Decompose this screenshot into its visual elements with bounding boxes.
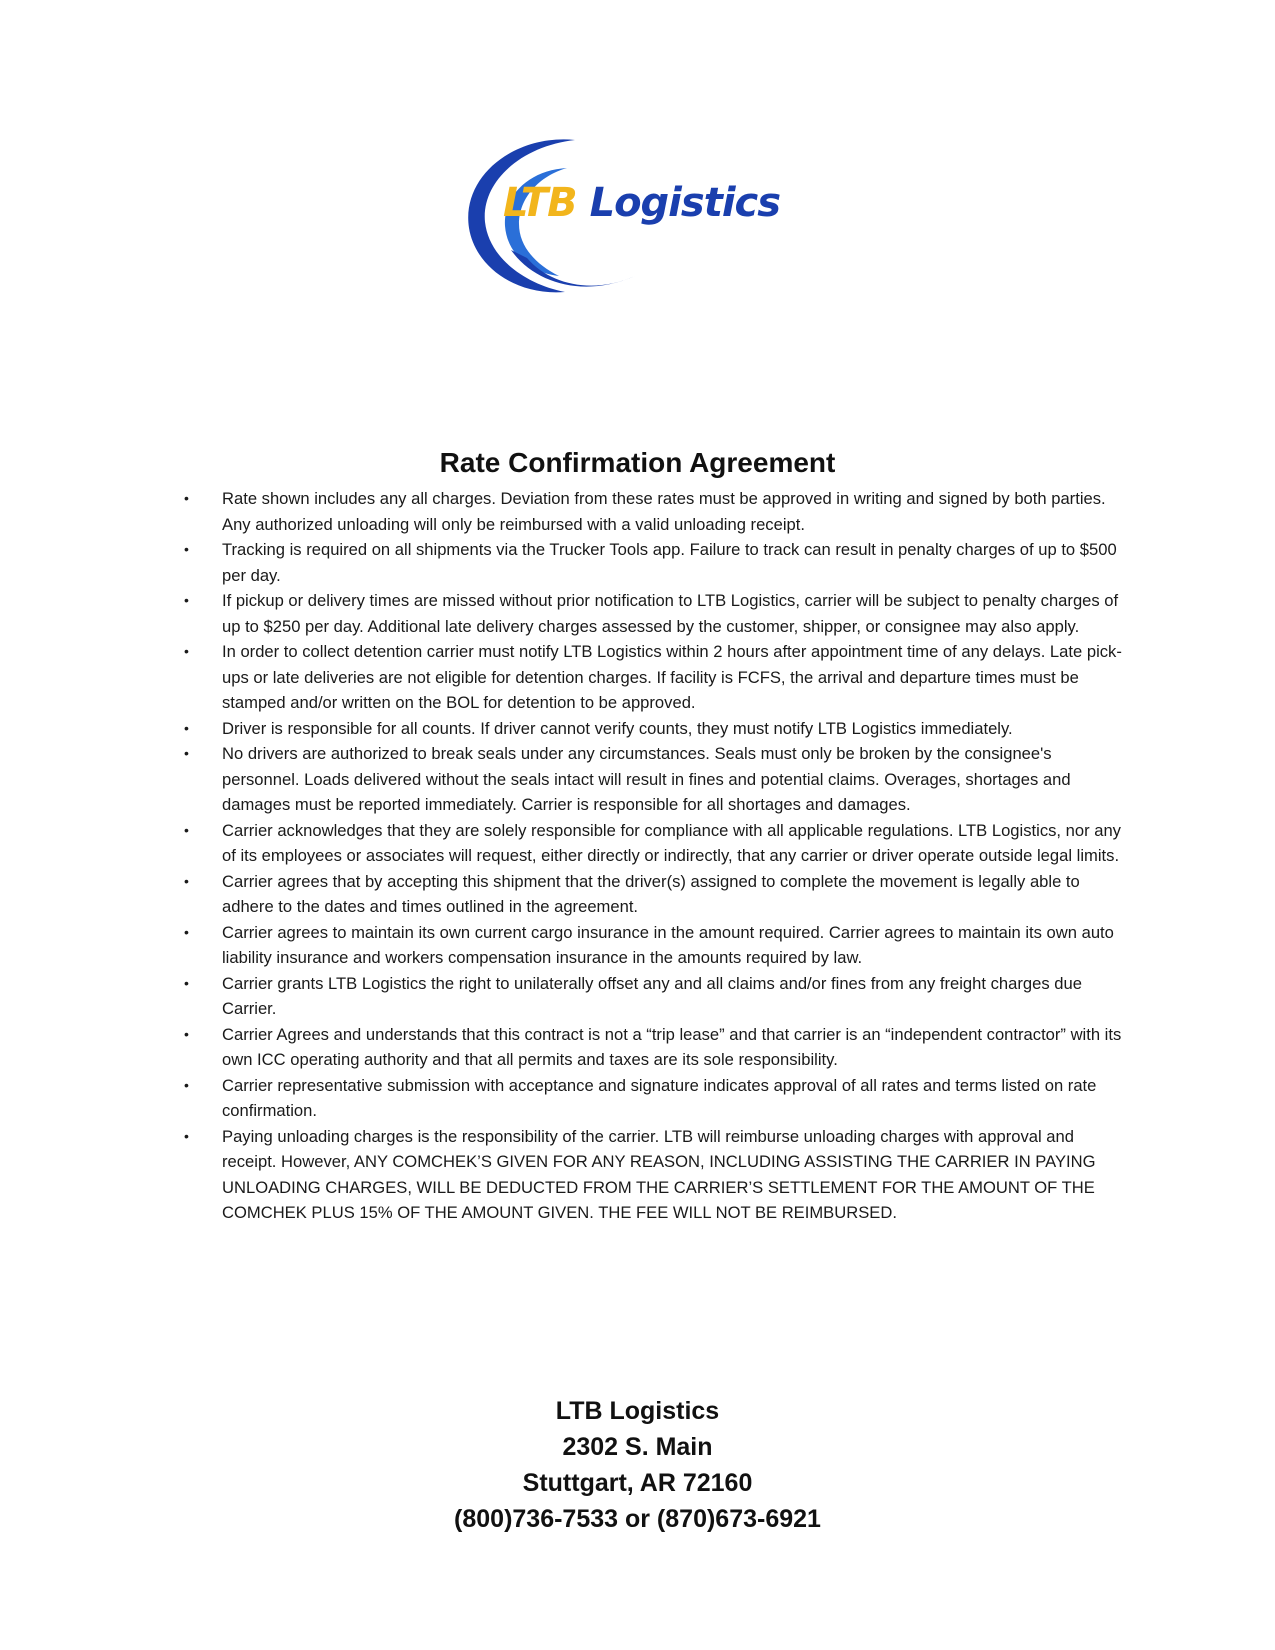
- term-text: No drivers are authorized to break seals under any circumstances. Seals must only be broken by the consignee's personnel. Loads delivered without the seals intact will result in fines and potential claims. Overages, shortages and damages must be reported immediately. Carrier is responsible for all shortages and damages.: [222, 744, 1071, 814]
- term-text: In order to collect detention carrier must notify LTB Logistics within 2 hours after appointment time of any delays. Late pick-ups or late deliveries are not eligible for detention charges. If facility is FCFS, the arrival and departure times must be stamped and/or written on the BOL for detention to be approved.: [222, 642, 1122, 712]
- term-item: [184, 741, 1122, 818]
- term-text: Carrier acknowledges that they are solely responsible for compliance with all applicable regulations. LTB Logistics, nor any of its employees or associates will request, either directly or indirectly, that any carrier or driver operate outside legal limits.: [222, 820, 1121, 865]
- bullet-icon: •: [184, 1127, 189, 1144]
- address-city-state-zip: Stuttgart, AR 72160: [522, 1469, 753, 1497]
- bullet-icon: •: [184, 643, 189, 659]
- address-street: 2302 S. Main: [562, 1433, 713, 1461]
- term-text: Tracking is required on all shipments via the Trucker Tools app. Failure to track can result in penalty charges of up to $500 per day.: [222, 540, 1117, 585]
- address-company: LTB Logistics: [555, 1397, 720, 1425]
- term-text: Carrier agrees to maintain its own current cargo insurance in the amount required. Carrier agrees to maintain its own auto liability insurance and workers compensation insurance in the amounts required by law.: [222, 922, 1114, 967]
- bullet-icon: •: [184, 490, 189, 506]
- bullet-icon: •: [184, 541, 189, 557]
- company-logo: [455, 126, 815, 306]
- term-item: [184, 1022, 1122, 1073]
- term-text: Driver is responsible for all counts. If driver cannot verify counts, they must notify LTB Logistics immediately.: [222, 718, 1013, 738]
- term-item: [184, 486, 1122, 537]
- bullet-icon: •: [184, 821, 189, 838]
- logo-ltb-text: LTB: [503, 180, 577, 226]
- term-text: Rate shown includes any all charges. Deviation from these rates must be approved in writing and signed by both parties. Any authorized unloading will only be reimbursed with a valid unloading receipt.: [222, 489, 1106, 534]
- bullet-icon: •: [184, 923, 189, 940]
- term-text: If pickup or delivery times are missed without prior notification to LTB Logistics, carrier will be subject to penalty charges of up to $250 per day. Additional late delivery charges assessed by the customer, shipper, or consignee may also apply.: [222, 591, 1119, 636]
- bullet-icon: •: [184, 592, 189, 608]
- logo-wordmark: [503, 180, 780, 226]
- term-text: Carrier representative submission with acceptance and signature indicates approval of all rates and terms listed on rate confirmation.: [222, 1075, 1097, 1120]
- term-item: [184, 971, 1122, 1022]
- term-text: Carrier grants LTB Logistics the right to unilaterally offset any and all claims and/or fines from any freight charges due Carrier.: [222, 973, 1082, 1018]
- term-item: [184, 920, 1122, 971]
- term-item: [184, 588, 1122, 639]
- logo-logistics-text: Logistics: [589, 180, 781, 226]
- document-title: Rate Confirmation Agreement: [439, 447, 836, 478]
- bullet-icon: •: [184, 1025, 189, 1042]
- term-item: [184, 1124, 1122, 1226]
- term-item: [184, 639, 1122, 716]
- bullet-icon: •: [184, 1076, 189, 1093]
- company-address-block: [0, 1393, 1275, 1537]
- term-text: Paying unloading charges is the responsibility of the carrier. LTB will reimburse unloading charges with approval and receipt. However, ANY COMCHEK’S GIVEN FOR ANY REASON, INCLUDING ASSISTING THE CARRIER IN PAYING UNLOADING CHARGES, WILL BE DEDUCTED FROM THE CARRIER’S SETTLEMENT FOR THE AMOUNT OF THE COMCHEK PLUS 15% OF THE AMOUNT GIVEN. THE FEE WILL NOT BE REIMBURSED.: [222, 1126, 1096, 1222]
- terms-list: [184, 486, 1122, 1226]
- bullet-icon: •: [184, 719, 189, 736]
- address-phones: (800)736-7533 or (870)673-6921: [454, 1505, 821, 1533]
- bullet-icon: •: [184, 974, 189, 991]
- term-item: [184, 537, 1122, 588]
- term-item: [184, 716, 1122, 742]
- bullet-icon: •: [184, 745, 189, 761]
- term-text: Carrier agrees that by accepting this shipment that the driver(s) assigned to complete the movement is legally able to adhere to the dates and times outlined in the agreement.: [222, 871, 1080, 916]
- term-item: [184, 818, 1122, 869]
- bullet-icon: •: [184, 872, 189, 889]
- term-item: [184, 869, 1122, 920]
- term-item: [184, 1073, 1122, 1124]
- term-text: Carrier Agrees and understands that this contract is not a “trip lease” and that carrier is an “independent contractor” with its own ICC operating authority and that all permits and taxes are its sole responsibility.: [222, 1024, 1122, 1069]
